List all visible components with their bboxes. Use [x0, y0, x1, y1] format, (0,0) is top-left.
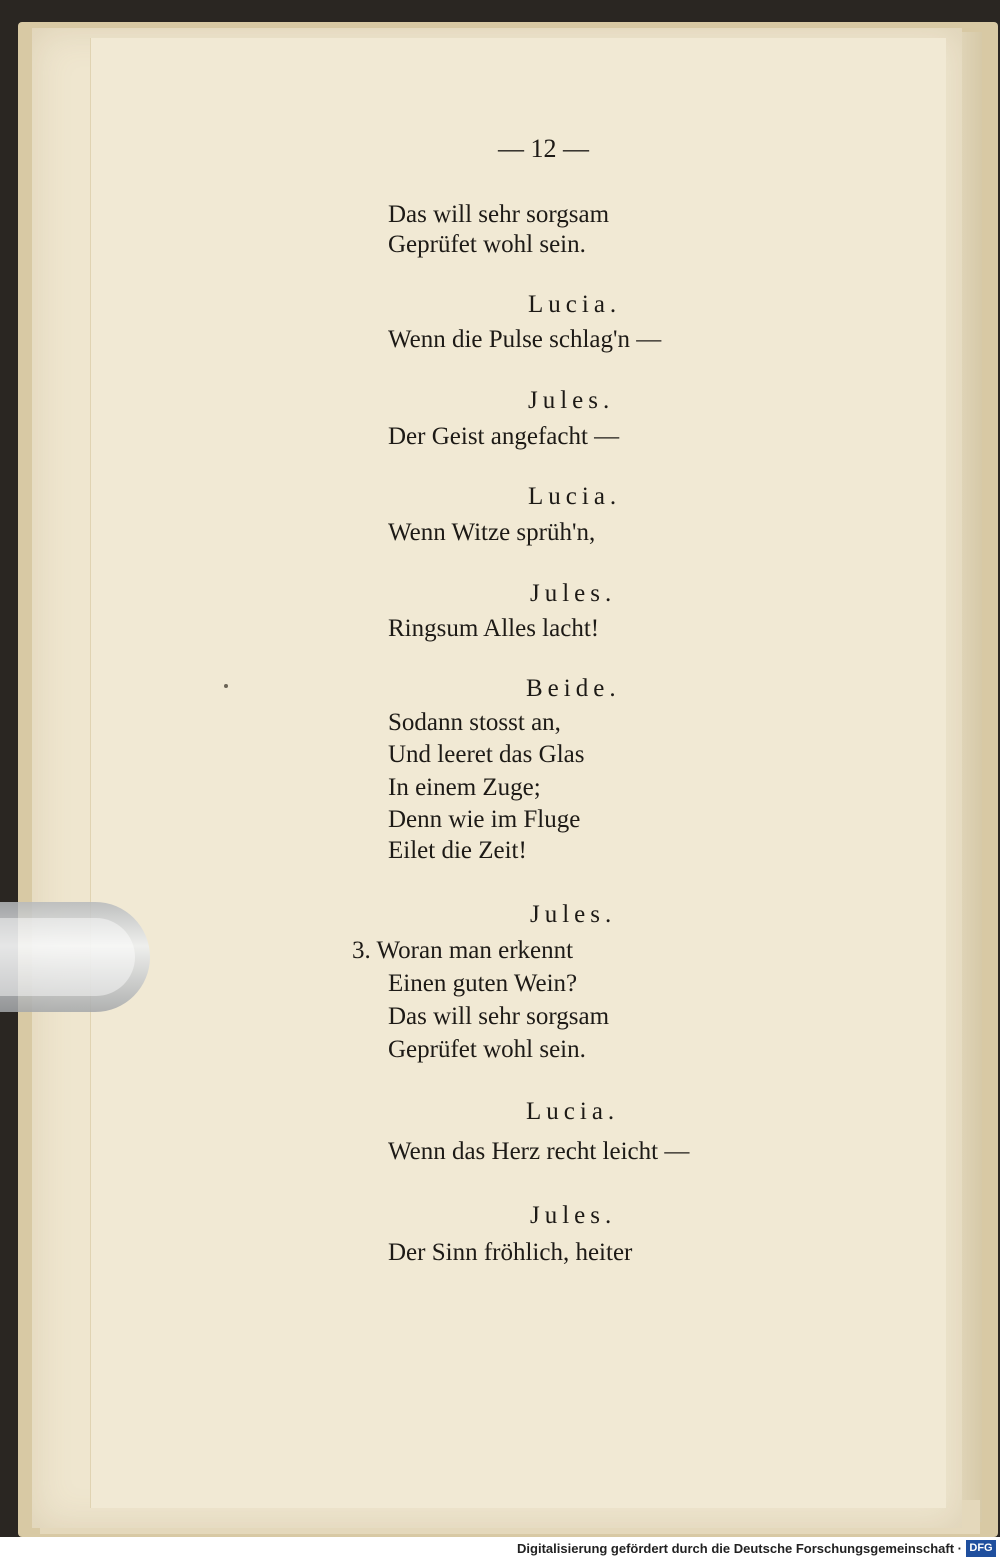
speaker-name: Jules. — [528, 387, 615, 414]
verse-line: Ringsum Alles lacht! — [388, 615, 600, 642]
speaker-name: Jules. — [530, 1202, 617, 1229]
dfg-logo: DFG — [966, 1540, 996, 1557]
footer-credit: Digitalisierung gefördert durch die Deutsche Forschungsgemeinschaft · — [517, 1541, 962, 1556]
speaker-name: Lucia. — [528, 483, 622, 510]
verse-line: In einem Zuge; — [388, 774, 541, 801]
verse-line: Das will sehr sorgsam — [388, 201, 610, 228]
verse-line: Geprüfet wohl sein. — [388, 1036, 586, 1063]
verse-line: Der Sinn fröhlich, heiter — [388, 1239, 633, 1266]
verse-line: Eilet die Zeit! — [388, 837, 527, 864]
verse-line: Einen guten Wein? — [388, 970, 578, 997]
paper-clip-highlight — [0, 918, 135, 996]
verse-line: Geprüfet wohl sein. — [388, 231, 586, 258]
verse-line: Wenn die Pulse schlag'n — — [388, 326, 662, 353]
ink-spot — [224, 684, 228, 688]
speaker-name: Jules. — [530, 580, 617, 607]
speaker-name: Lucia. — [526, 1098, 620, 1125]
page-number: — 12 — — [498, 134, 589, 163]
verse-line: 3. Woran man erkennt — [352, 937, 574, 964]
speaker-name: Beide. — [526, 675, 621, 702]
verse-line: Wenn Witze sprüh'n, — [388, 519, 596, 546]
digitization-footer — [0, 1537, 1000, 1562]
verse-line: Wenn das Herz recht leicht — — [388, 1138, 690, 1165]
verse-line: Denn wie im Fluge — [388, 806, 581, 833]
verse-line: Und leeret das Glas — [388, 741, 585, 768]
verse-line: Das will sehr sorgsam — [388, 1003, 610, 1030]
verse-line: Sodann stosst an, — [388, 709, 561, 736]
speaker-name: Jules. — [530, 901, 617, 928]
verse-line: Der Geist angefacht — — [388, 423, 620, 450]
speaker-name: Lucia. — [528, 291, 622, 318]
